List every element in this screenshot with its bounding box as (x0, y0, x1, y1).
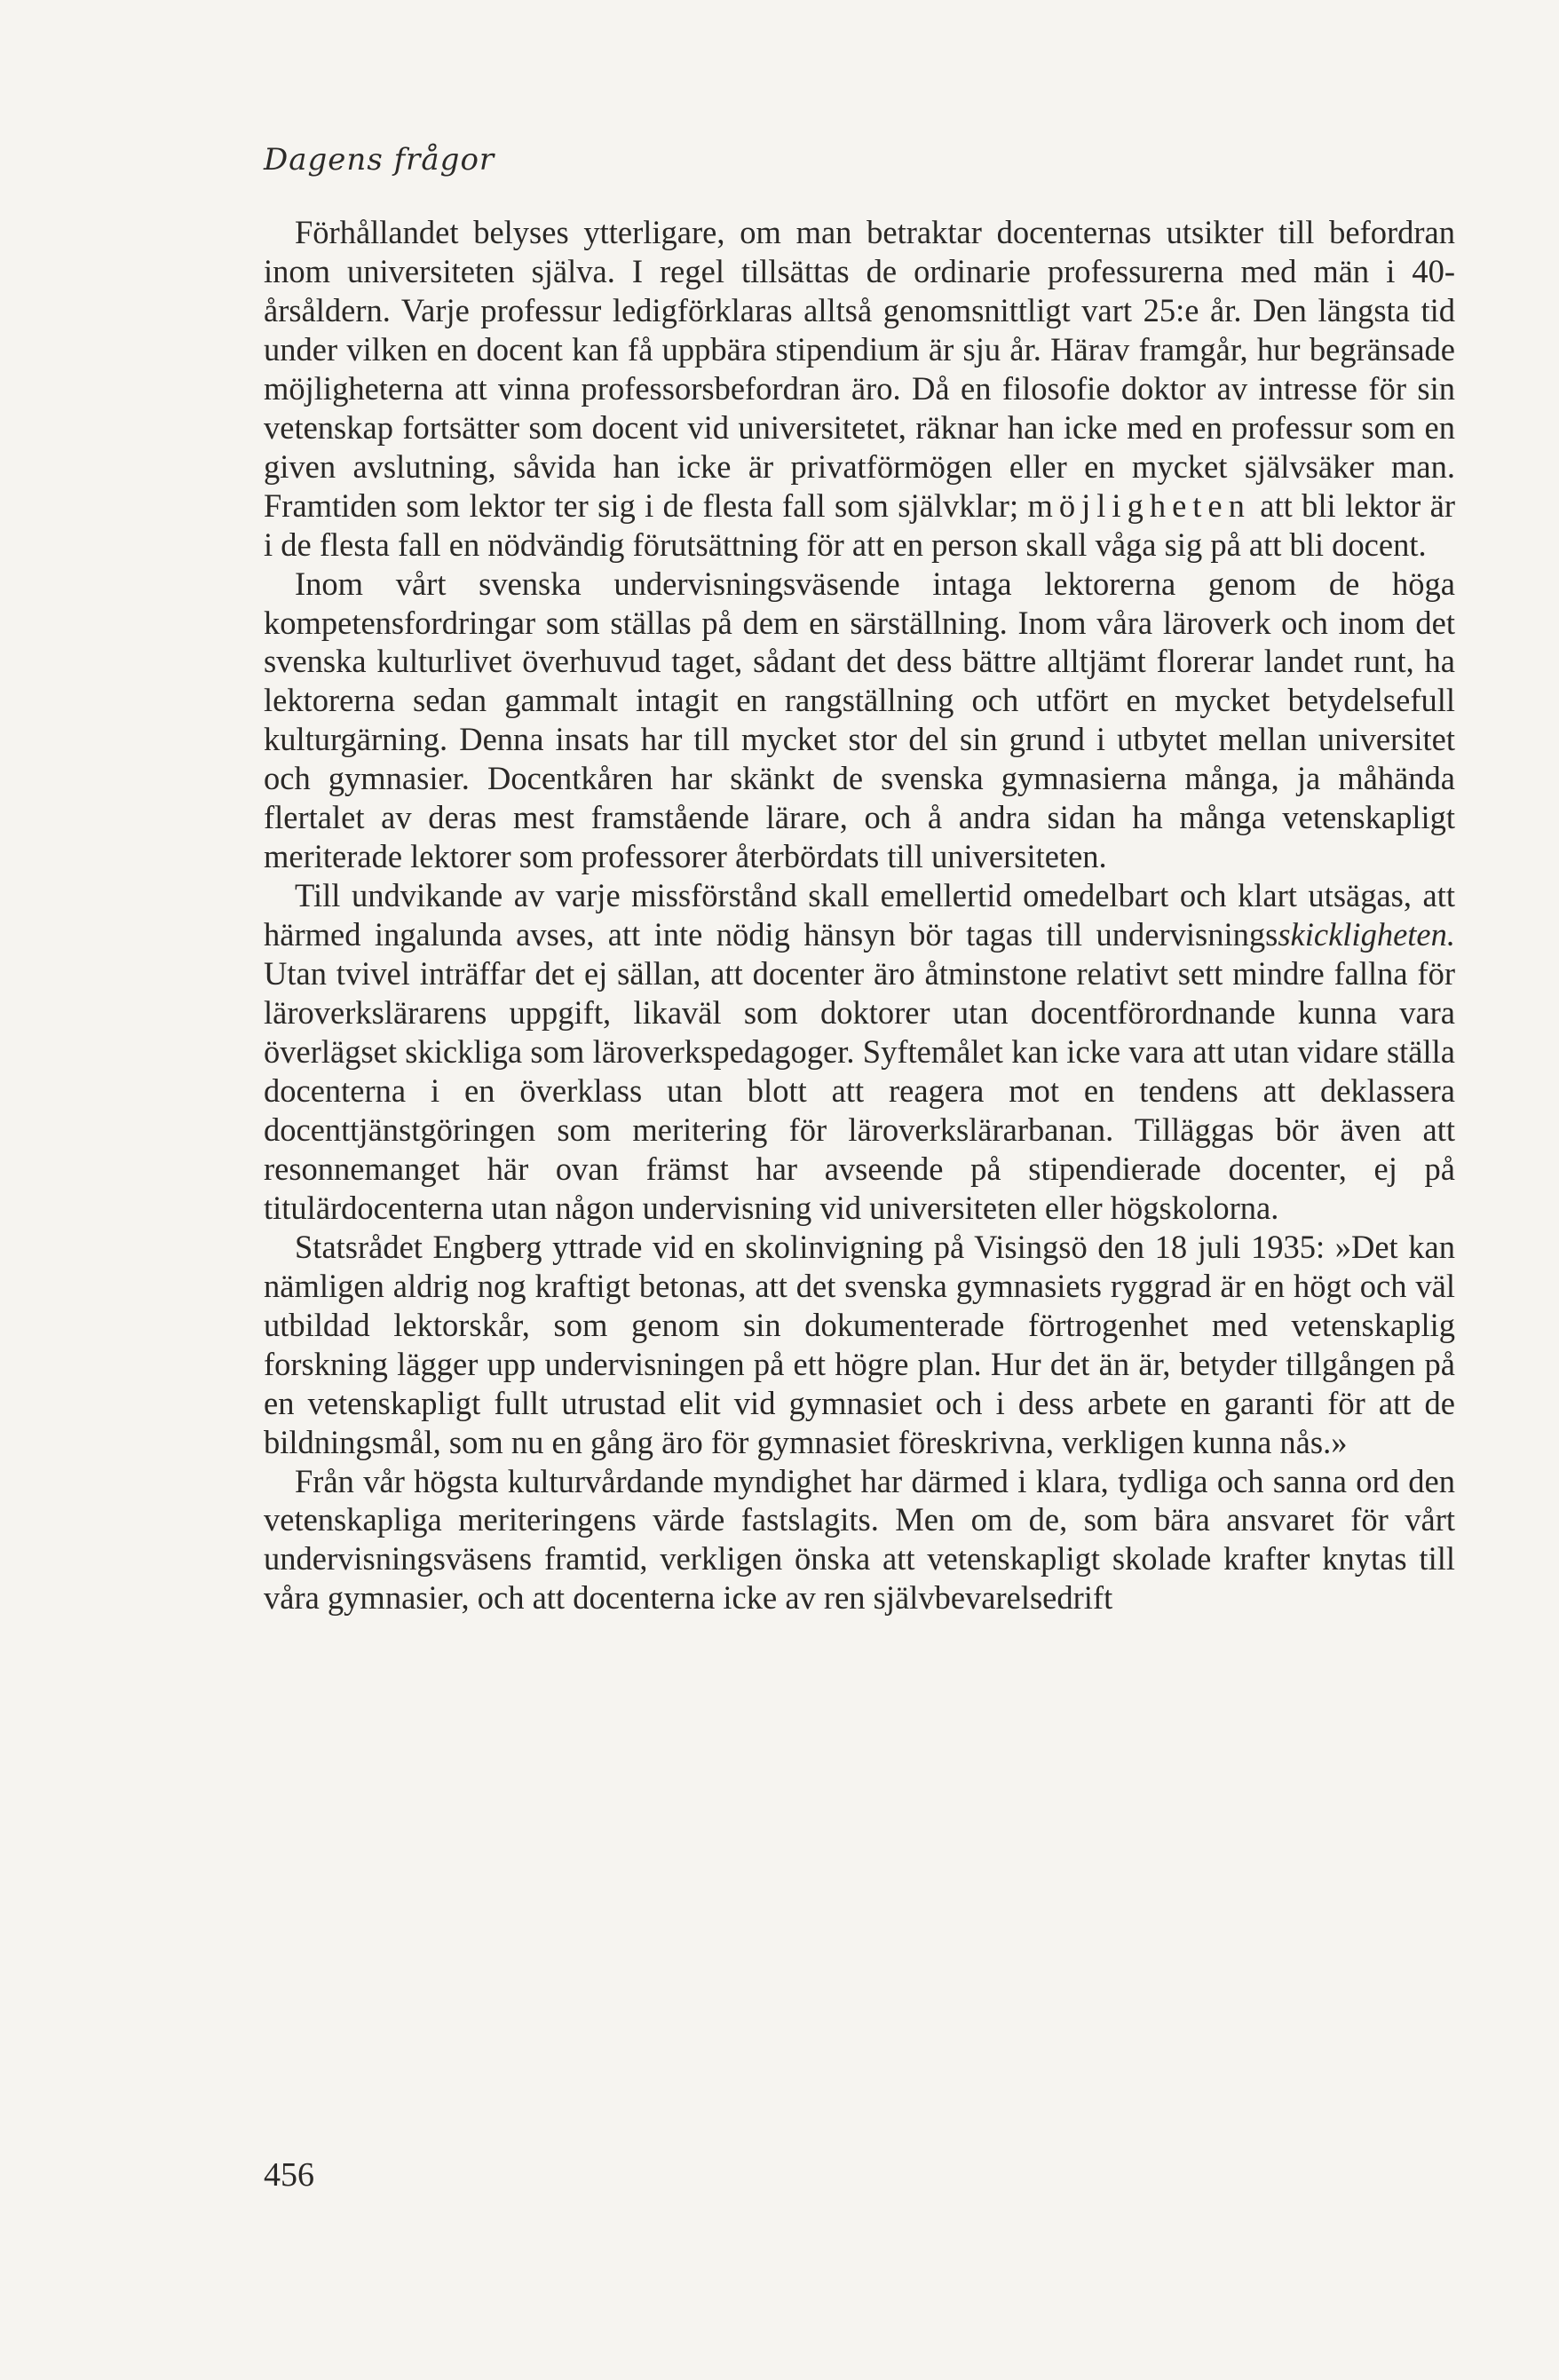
paragraph-3-text-before: Till undvikande av varje missförstånd skall emellertid omedelbart och klart utsägas, att härmed ingalunda avses, att inte nödig hänsyn bör tagas till undervisnings (264, 877, 1455, 953)
paragraph-3-text-after: Utan tvivel inträffar det ej sällan, att docenter äro åtminstone relativt sett mindre fallna för läroverkslärarens uppgift, likaväl som doktorer utan docentförordnande kunna vara överlägset skickliga som läroverkspedagoger. Syftemålet kan icke vara att utan vidare ställa docenterna i en överklass utan blott att reagera mot en tendens att deklassera docenttjänstgöringen som meritering för läroverkslärarbanan. Tilläggas bör även att resonnemanget här ovan främst har avseende på stipendierade docenter, ej på titulärdocenterna utan någon undervisning vid universiteten eller högskolorna. (264, 955, 1455, 1226)
page-number: 456 (264, 2156, 314, 2194)
paragraph-1-text-before: Förhållandet belyses ytterligare, om man betraktar docenternas utsikter till befordran inom universiteten själva. I regel tillsättas de ordinarie professurerna med män i 40-årsåldern. Varje professur ledigförklaras alltså genomsnittligt vart 25:e år. Den längsta tid under vilken en docent kan få uppbära stipendium är sju år. Härav framgår, hur begränsade möjligheterna att vinna professorsbefordran äro. Då en filosofie doktor av intresse för sin vetenskap fortsätter som docent vid universitetet, räknar han icke med en professur som en given avslutning, såvida han icke är privatförmögen eller en mycket självsäker man. Framtiden som lektor ter sig i de flesta fall som självklar; (264, 214, 1455, 524)
paragraph-1 (264, 213, 1455, 565)
paragraph-3 (264, 876, 1455, 1228)
paragraph-1-emphasis: möjligheten (1027, 486, 1251, 524)
paragraph-5: Från vår högsta kulturvårdande myndighet har därmed i klara, tydliga och sanna ord den vetenskapliga meriteringens värde fastslagits. Men om de, som bära ansvaret för vårt undervisningsväsens framtid, verkligen önska att vetenskapligt skolade krafter knytas till våra gymnasier, och att docenterna icke av ren självbevarelsedrift (264, 1462, 1455, 1617)
paragraph-1-text-after: att bli lektor är i de flesta fall en nödvändig förutsättning för att en person skall våga sig på att bli docent. (264, 486, 1455, 563)
body-text (264, 213, 1455, 1617)
paragraph-3-italic: skickligheten. (1278, 916, 1455, 953)
running-head: Dagens frågor (264, 142, 495, 178)
paragraph-2: Inom vårt svenska undervisningsväsende intaga lektorerna genom de höga kompetensfordringar som ställas på dem en särställning. Inom våra läroverk och inom det svenska kulturlivet överhuvud taget, sådant det dess bättre alltjämt florerar landet runt, ha lektorerna sedan gammalt intagit en rangställning och utfört en mycket betydelsefull kulturgärning. Denna insats har till mycket stor del sin grund i utbytet mellan universitet och gymnasier. Docentkåren har skänkt de svenska gymnasierna många, ja måhända flertalet av deras mest framstående lärare, och å andra sidan ha många vetenskapligt meriterade lektorer som professorer återbördats till universiteten. (264, 565, 1455, 875)
paragraph-4: Statsrådet Engberg yttrade vid en skolinvigning på Visingsö den 18 juli 1935: »Det kan nämligen aldrig nog kraftigt betonas, att det svenska gymnasiets ryggrad är en högt och väl utbildad lektorskår, som genom sin dokumenterade förtrogenhet med vetenskaplig forskning lägger upp undervisningen på ett högre plan. Hur det än är, betyder tillgången på en vetenskapligt fullt utrustad elit vid gymnasiet och i dess arbete en garanti för att de bildningsmål, som nu en gång äro för gymnasiet föreskrivna, verkligen kunna nås.» (264, 1228, 1455, 1460)
